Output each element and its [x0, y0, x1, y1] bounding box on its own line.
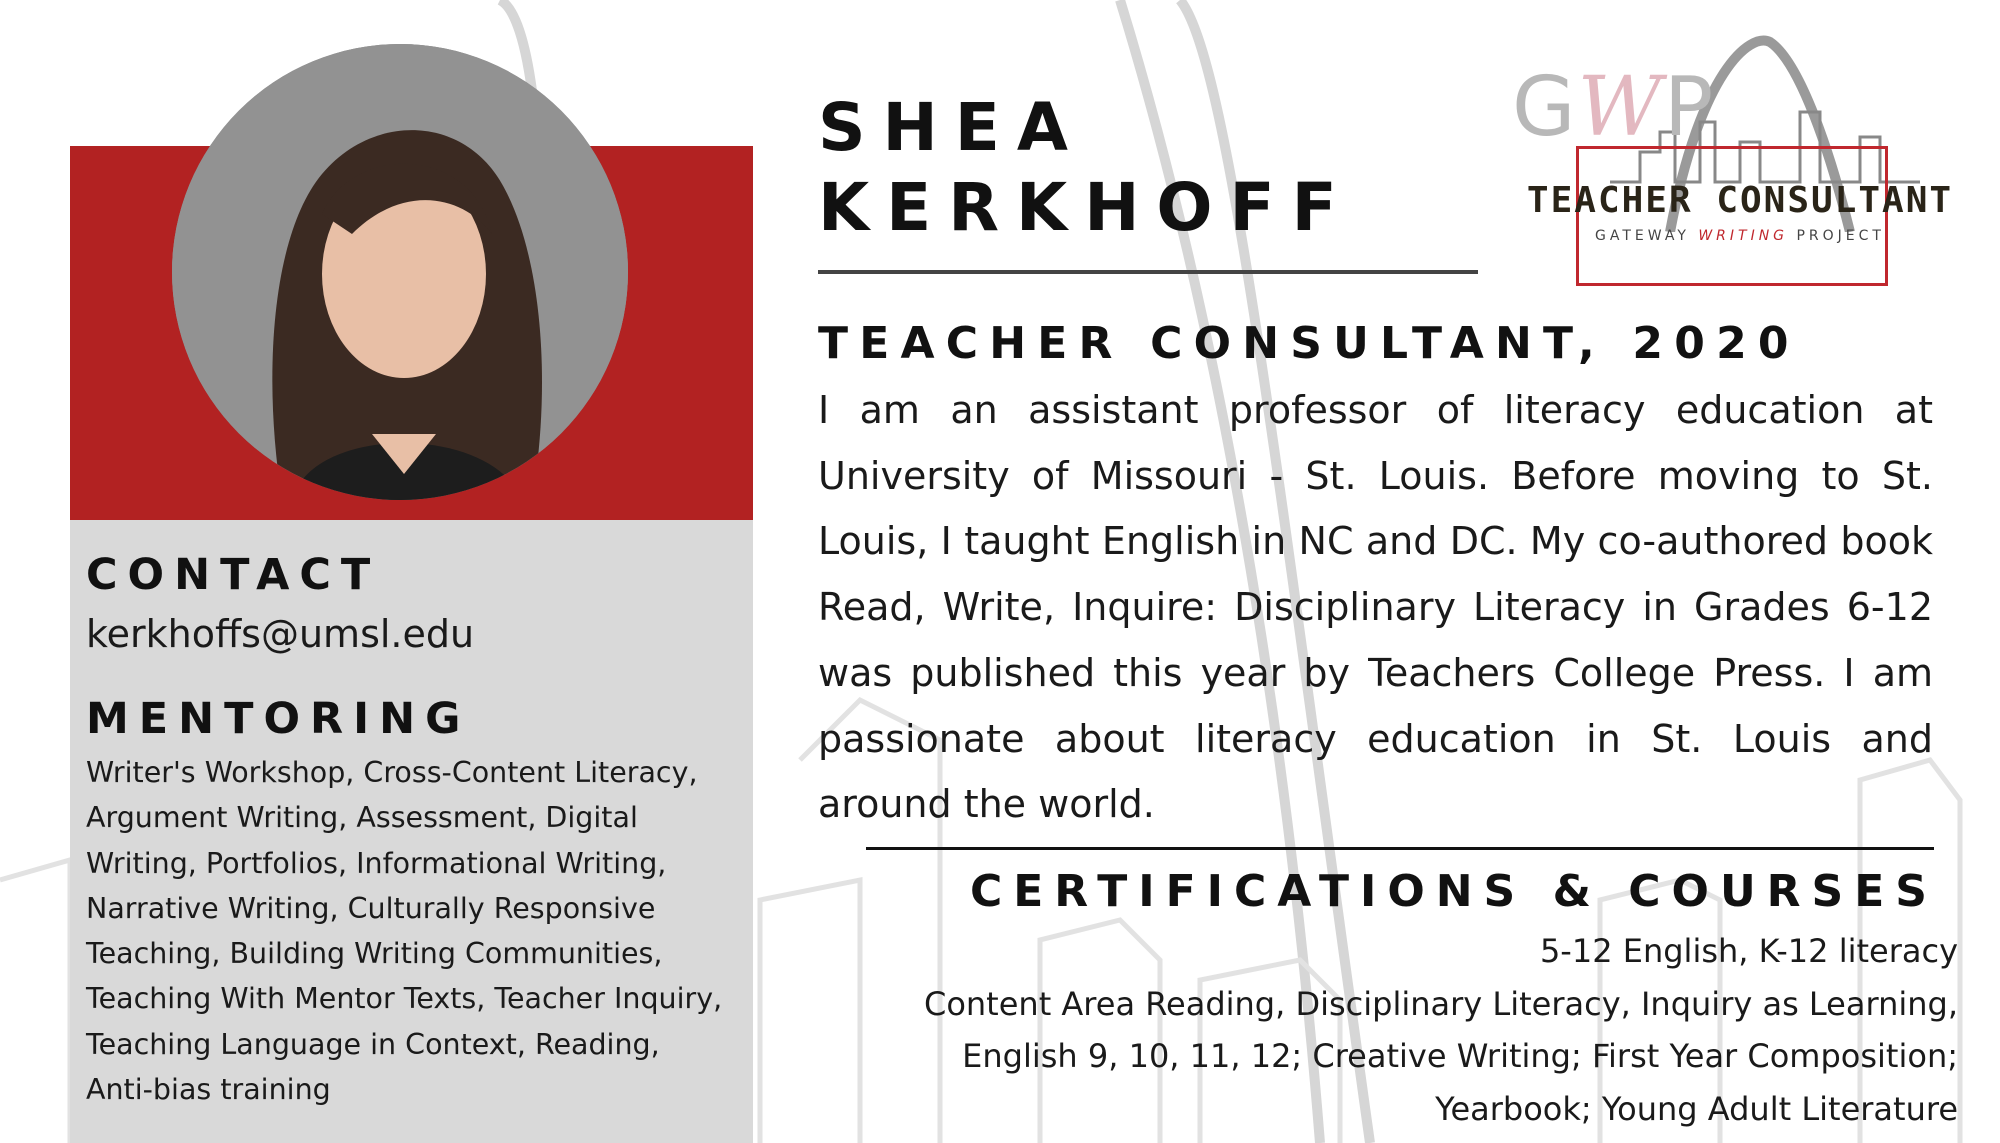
role-title: TEACHER CONSULTANT, 2020 — [818, 318, 1800, 369]
certifications-divider — [866, 847, 1934, 850]
logo-title: TEACHER CONSULTANT — [1526, 180, 1954, 221]
certification-line: Yearbook; Young Adult Literature — [1435, 1089, 1958, 1128]
contact-email-link[interactable]: kerkhoffs@umsl.edu — [86, 612, 475, 656]
name-divider — [818, 270, 1478, 274]
certifications-heading: CERTIFICATIONS & COURSES — [969, 866, 1938, 917]
bio-paragraph: I am an assistant professor of literacy education at University of Missouri - St. Louis. Before moving to St. Louis, I taught English in NC and DC. My co-authored book Read, Write, Inquire: Disciplinary Literacy in Grades 6-12 was published this year by Teachers College Press. I am passionate about literacy education in St. Louis and around the world. — [818, 388, 1933, 827]
certification-line: 5-12 English, K-12 literacy — [1539, 932, 1958, 970]
logo-letter-w: W — [1577, 60, 1664, 155]
person-name — [818, 88, 1354, 248]
logo-sub-mid: WRITING — [1698, 228, 1789, 244]
gwp-logo — [1500, 32, 1954, 292]
logo-letter-p: P — [1663, 60, 1716, 155]
logo-subtitle — [1520, 228, 1960, 244]
certifications-list — [924, 925, 1958, 1135]
mentoring-heading: MENTORING — [86, 694, 471, 744]
logo-letter-g: G — [1512, 60, 1578, 155]
certification-line: Content Area Reading, Disciplinary Literacy, Inquiry as Learning, — [923, 984, 1958, 1023]
certification-line: English 9, 10, 11, 12; Creative Writing; First Year Composition; — [962, 1037, 1958, 1075]
first-name: SHEA — [818, 89, 1085, 166]
logo-sub-left: GATEWAY — [1595, 228, 1699, 244]
gwp-letters — [1512, 60, 1715, 155]
logo-sub-right: PROJECT — [1788, 228, 1885, 244]
mentoring-topics: Writer's Workshop, Cross-Content Literacy, Argument Writing, Assessment, Digital Writing, Portfolios, Informational Writing, Narrative Writing, Culturally Responsive Teaching, Building Writing Communities, Teaching With Mentor Texts, Teacher Inquiry, Teaching Language in Context, Reading, Anti-bias training — [86, 756, 723, 1107]
portrait-photo — [172, 44, 628, 500]
contact-heading: CONTACT — [86, 550, 381, 600]
last-name: KERKHOFF — [818, 169, 1354, 246]
